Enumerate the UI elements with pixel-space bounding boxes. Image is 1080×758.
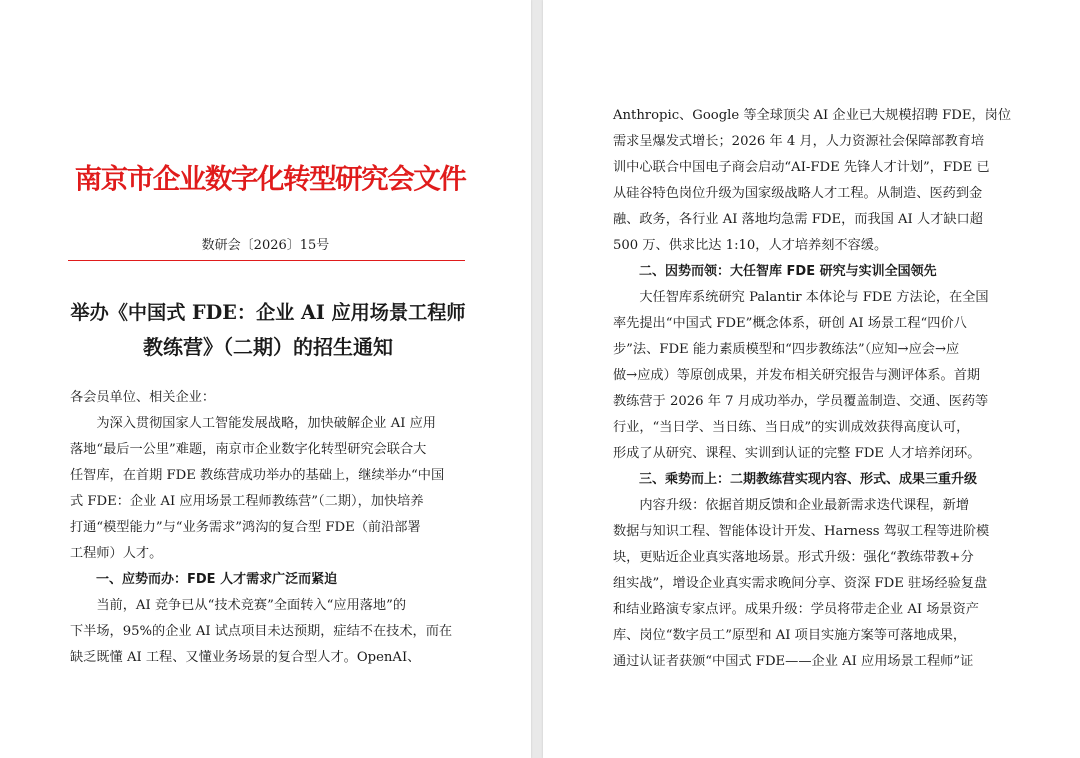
salutation: 各会员单位、相关企业： xyxy=(70,390,216,405)
paragraph-line: 工程师）人才。 xyxy=(70,546,163,561)
paragraph-line: 500 万、供求比达 1:10，人才培养刻不容缓。 xyxy=(613,238,888,253)
paragraph-line: 打通“模型能力”与“业务需求”鸿沟的复合型 FDE（前沿部署 xyxy=(70,520,421,535)
section-heading-2: 二、因势而领：大任智库 FDE 研究与实训全国领先 xyxy=(613,264,937,279)
paragraph-line: 率先提出“中国式 FDE”概念体系，研创 AI 场景工程“四价八 xyxy=(613,316,967,331)
paragraph-line: 为深入贯彻国家人工智能发展战略，加快破解企业 AI 应用 xyxy=(70,416,436,431)
paragraph-line: 形成了从研究、课程、实训到认证的完整 FDE 人才培养闭环。 xyxy=(613,446,981,461)
paragraph-line: 做→应成）等原创成果，并发布相关研究报告与测评体系。首期 xyxy=(613,368,981,383)
paragraph-line: 任智库，在首期 FDE 教练营成功举办的基础上，继续举办“中国 xyxy=(70,468,445,483)
title-line: 举办《中国式 FDE：企业 AI 应用场景工程师 xyxy=(70,301,466,324)
paragraph-line: 大任智库系统研究 Palantir 本体论与 FDE 方法论，在全国 xyxy=(613,290,989,305)
paragraph-line: 步”法、FDE 能力素质模型和“四步教练法”（应知→应会→应 xyxy=(613,342,960,357)
paragraph-line: 融、政务，各行业 AI 落地均急需 FDE，而我国 AI 人才缺口超 xyxy=(613,212,983,227)
title-line: 教练营》（二期）的招生通知 xyxy=(143,335,393,359)
red-divider xyxy=(68,260,465,261)
paragraph-line: 式 FDE：企业 AI 应用场景工程师教练营”（二期），加快培养 xyxy=(70,494,424,509)
paragraph-line: 下半场，95%的企业 AI 试点项目未达预期，症结不在技术，而在 xyxy=(70,624,453,639)
document-header: 南京市企业数字化转型研究会文件 xyxy=(74,163,466,195)
body-text-left xyxy=(70,385,468,671)
paragraph-line: Anthropic、Google 等全球顶尖 AI 企业已大规模招聘 FDE，岗位 xyxy=(613,108,1012,123)
paragraph-line: 落地“最后一公里”难题，南京市企业数字化转型研究会联合大 xyxy=(70,442,427,457)
paragraph-line: 当前，AI 竞争已从“技术竞赛”全面转入“应用落地”的 xyxy=(70,598,407,613)
section-heading-1: 一、应势而办：FDE 人才需求广泛而紧迫 xyxy=(70,572,338,587)
paragraph-line: 组实战”，增设企业真实需求晚间分享、资深 FDE 驻场经验复盘 xyxy=(613,576,988,591)
paragraph-line: 训中心联合中国电子商会启动“AI-FDE 先锋人才计划”，FDE 已 xyxy=(613,160,990,175)
section-heading-3: 三、乘势而上：二期教练营实现内容、形式、成果三重升级 xyxy=(613,472,978,487)
paragraph-line: 需求呈爆发式增长；2026 年 4 月，人力资源社会保障部教育培 xyxy=(613,134,985,149)
paragraph-line: 内容升级：依据首期反馈和企业最新需求迭代课程，新增 xyxy=(613,498,970,513)
paragraph-line: 从硅谷特色岗位升级为国家级战略人才工程。从制造、医药到金 xyxy=(613,186,983,201)
paragraph-line: 块，更贴近企业真实落地场景。形式升级：强化“教练带教+分 xyxy=(613,550,974,565)
document-page-left xyxy=(0,0,531,758)
body-text-right xyxy=(613,103,1013,675)
paragraph-line: 库、岗位“数字员工”原型和 AI 项目实施方案等可落地成果， xyxy=(613,628,967,643)
paragraph-line: 通过认证者获颁“中国式 FDE——企业 AI 应用场景工程师”证 xyxy=(613,654,974,669)
paragraph-line: 行业，“当日学、当日练、当日成”的实训成效获得高度认可， xyxy=(613,420,970,435)
paragraph-line: 缺乏既懂 AI 工程、又懂业务场景的复合型人才。OpenAI、 xyxy=(70,650,421,665)
paragraph-line: 数据与知识工程、智能体设计开发、Harness 驾驭工程等进阶模 xyxy=(613,524,990,539)
paragraph-line: 教练营于 2026 年 7 月成功举办，学员覆盖制造、交通、医药等 xyxy=(613,394,989,409)
paragraph-line: 和结业路演专家点评。成果升级：学员将带走企业 AI 场景资产 xyxy=(613,602,979,617)
document-number: 数研会〔2026〕15号 xyxy=(201,238,330,253)
notice-title xyxy=(68,296,468,364)
